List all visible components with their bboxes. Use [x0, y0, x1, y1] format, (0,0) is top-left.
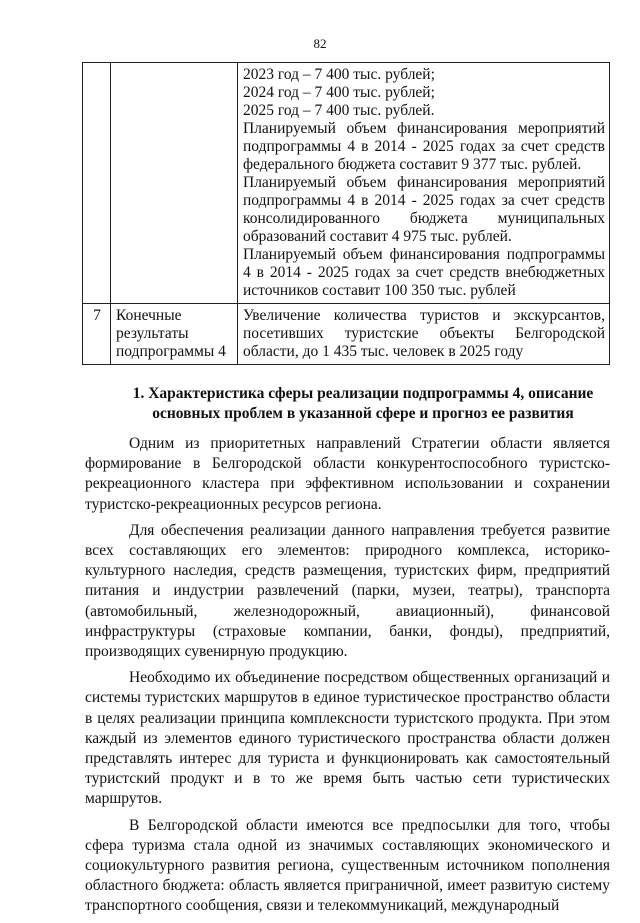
- row-value: Увеличение количества туристов и экскурсантов, посетивших туристские объекты Белгородской области, до 1 435 тыс. человек в 2025 году: [238, 304, 610, 365]
- passport-table: [82, 62, 610, 365]
- page-number: 82: [313, 36, 327, 51]
- table-row-financing: [83, 63, 610, 304]
- body-paragraph: Необходимо их объединение посредством общественных организаций и системы туристских маршрутов в единое туристическое пространство области в целях реализации принципа комплексности туристского продукта. При этом каждый из элементов единого туристического пространства области должен представлять интерес для туриста и функционировать как самостоятельный туристский продукт и в то же время быть частью сети туристических маршрутов.: [85, 669, 610, 808]
- financing-year-line: 2023 год – 7 400 тыс. рублей;: [243, 66, 435, 83]
- body-text: [85, 434, 610, 923]
- table-row-7: [83, 304, 610, 365]
- financing-paragraph-extrabudgetary: Планируемый объем финансирования подпрограммы 4 в 2014 - 2025 годах за счет средств внебюджетных источников составит 100 350 тыс. рублей: [243, 246, 605, 299]
- financing-paragraph-municipal: Планируемый объем финансирования мероприятий подпрограммы 4 в 2014 - 2025 годах за счет средств консолидированного бюджета муниципальных образований составит 4 975 тыс. рублей.: [243, 174, 605, 245]
- financing-paragraph-federal: Планируемый объем финансирования мероприятий подпрограммы 4 в 2014 - 2025 годах за счет средств федерального бюджета составит 9 377 тыс. рублей.: [243, 120, 605, 173]
- financing-year-line: 2025 год – 7 400 тыс. рублей.: [243, 102, 435, 119]
- financing-year-line: 2024 год – 7 400 тыс. рублей;: [243, 84, 435, 101]
- row-label: Конечные результаты подпрограммы 4: [111, 304, 238, 365]
- body-paragraph: В Белгородской области имеются все предпосылки для того, чтобы сфера туризма стала одной из значимых составляющих экономического и социокультурного развития региона, существенным источником пополнения областного бюджета: область является приграничной, имеет развитую систему транспортного сообщения, связи и телекоммуникаций, международный: [85, 816, 610, 915]
- table-cell-empty-label: [111, 63, 238, 304]
- table-cell-empty-number: [83, 63, 111, 304]
- table-cell-financing: [238, 63, 610, 304]
- body-paragraph: Для обеспечения реализации данного направления требуется развитие всех составляющих его элементов: природного комплекса, историко-культурного наследия, средств размещения, туристских фирм, предприятий питания и индустрии развлечений (парки, музеи, театры), транспорта (автомобильный, железнодорожный, авиационный), финансовой инфраструктуры (страховые компании, банки, фонды), предприятий, производящих сувенирную продукцию.: [85, 521, 610, 661]
- body-paragraph: Одним из приоритетных направлений Стратегии области является формирование в Белгородской области конкурентоспособного туристско-рекреационного кластера при эффективном использовании и сохранении туристско-рекреационных ресурсов региона.: [85, 435, 610, 513]
- section-title: 1. Характеристика сферы реализации подпрограммы 4, описание основных проблем в указанной сфере и прогноз ее развития: [132, 385, 594, 422]
- row-number: 7: [83, 304, 111, 365]
